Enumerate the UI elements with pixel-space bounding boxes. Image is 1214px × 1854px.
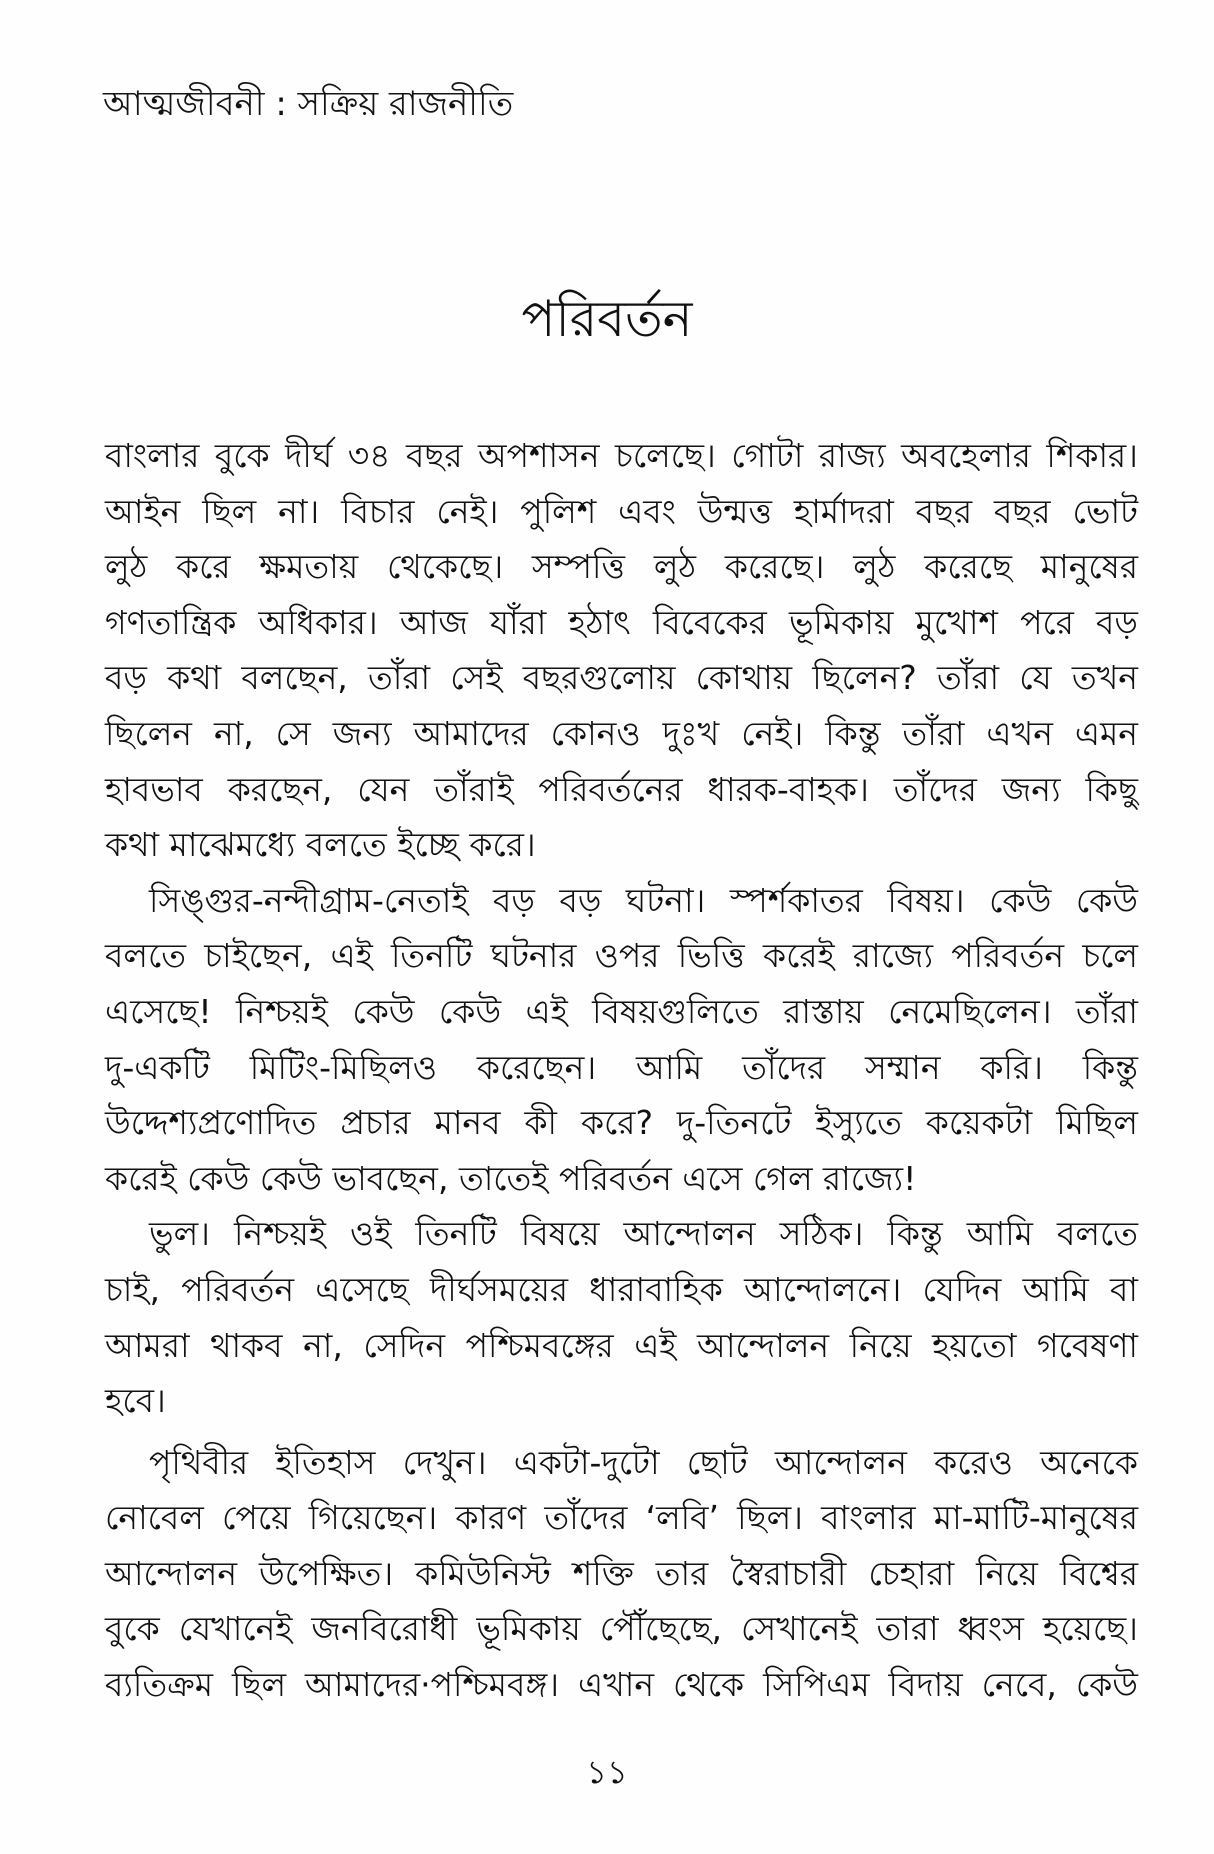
text-line: ছিলেন না, সে জন্য আমাদের কোনও দুঃখ নেই। কিন্তু তাঁরা এখন এমন — [105, 713, 1138, 753]
text-line: হবে। — [105, 1381, 166, 1421]
paragraph — [105, 1206, 1138, 1428]
text-line: বাংলার বুকে দীর্ঘ ৩৪ বছর অপশাসন চলেছে। গোটা রাজ্য অবহেলার শিকার। — [105, 436, 1138, 475]
text-line: বুকে যেখানেই জনবিরোধী ভূমিকায় পৌঁছেছে, সেখানেই তারা ধ্বংস হয়েছে। — [105, 1609, 1138, 1649]
text-line: লুঠ করে ক্ষমতায় থেকেছে। সম্পত্তি লুঠ করেছে। লুঠ করেছে মানুষের — [105, 547, 1138, 587]
text-line: সিঙ্গুর-নন্দীগ্রাম-নেতাই বড় বড় ঘটনা। স্পর্শকাতর বিষয়। কেউ কেউ — [149, 880, 1138, 920]
text-line: বড় কথা বলছেন, তাঁরা সেই বছরগুলোয় কোথায় ছিলেন? তাঁরা যে তখন — [105, 658, 1138, 698]
text-line: আমরা থাকব না, সেদিন পশ্চিমবঙ্গের এই আন্দোলন নিয়ে হয়তো গবেষণা — [105, 1325, 1138, 1365]
text-line: চাই, পরিবর্তন এসেছে দীর্ঘসময়ের ধারাবাহিক আন্দোলনে। যেদিন আমি বা — [105, 1269, 1138, 1309]
text-line: উদ্দেশ্যপ্রণোদিত প্রচার মানব কী করে? দু-তিনটে ইস্যুতে কয়েকটা মিছিল — [105, 1103, 1138, 1143]
text-line: পৃথিবীর ইতিহাস দেখুন। একটা-দুটো ছোট আন্দোলন করেও অনেকে — [149, 1442, 1138, 1482]
running-header: আত্মজীবনী : সক্রিয় রাজনীতি — [103, 84, 514, 124]
text-line: কথা মাঝেমধ্যে বলতে ইচ্ছে করে। — [105, 825, 536, 865]
text-line: দু-একটি মিটিং-মিছিলও করেছেন। আমি তাঁদের সম্মান করি। কিন্তু — [105, 1047, 1138, 1087]
text-line: আইন ছিল না। বিচার নেই। পুলিশ এবং উন্মত্ত হার্মাদরা বছর বছর ভোট — [105, 491, 1138, 531]
text-line: বলতে চাইছেন, এই তিনটি ঘটনার ওপর ভিত্তি করেই রাজ্যে পরিবর্তন চলে — [105, 936, 1138, 976]
paragraph — [105, 873, 1138, 1207]
page-number: ১১ — [586, 1753, 628, 1791]
text-line: হাবভাব করছেন, যেন তাঁরাই পরিবর্তনের ধারক-বাহক। তাঁদের জন্য কিছু — [105, 769, 1138, 809]
text-line: ব্যতিক্রম ছিল আমাদের·পশ্চিমবঙ্গ। এখান থেকে সিপিএম বিদায় নেবে, কেউ — [105, 1665, 1138, 1705]
text-line: আন্দোলন উপেক্ষিত। কমিউনিস্ট শক্তি তার স্বৈরাচারী চেহারা নিয়ে বিশ্বের — [105, 1553, 1138, 1593]
text-line: নোবেল পেয়ে গিয়েছেন। কারণ তাঁদের ‘লবি’ ছিল। বাংলার মা-মাটি-মানুষের — [105, 1498, 1138, 1538]
text-line: এসেছে! নিশ্চয়ই কেউ কেউ এই বিষয়গুলিতে রাস্তায় নেমেছিলেন। তাঁরা — [105, 991, 1138, 1031]
paragraph — [105, 428, 1138, 873]
text-line: করেই কেউ কেউ ভাবছেন, তাতেই পরিবর্তন এসে গেল রাজ্যে! — [105, 1158, 917, 1198]
text-line: গণতান্ত্রিক অধিকার। আজ যাঁরা হঠাৎ বিবেকের ভূমিকায় মুখোশ পরে বড় — [105, 602, 1138, 642]
paragraph — [105, 1435, 1138, 1713]
text-line: ভুল। নিশ্চয়ই ওই তিনটি বিষয়ে আন্দোলন সঠিক। কিন্তু আমি বলতে — [149, 1214, 1138, 1254]
chapter-title: পরিবর্তন — [521, 290, 693, 348]
body-text — [105, 428, 1138, 1713]
